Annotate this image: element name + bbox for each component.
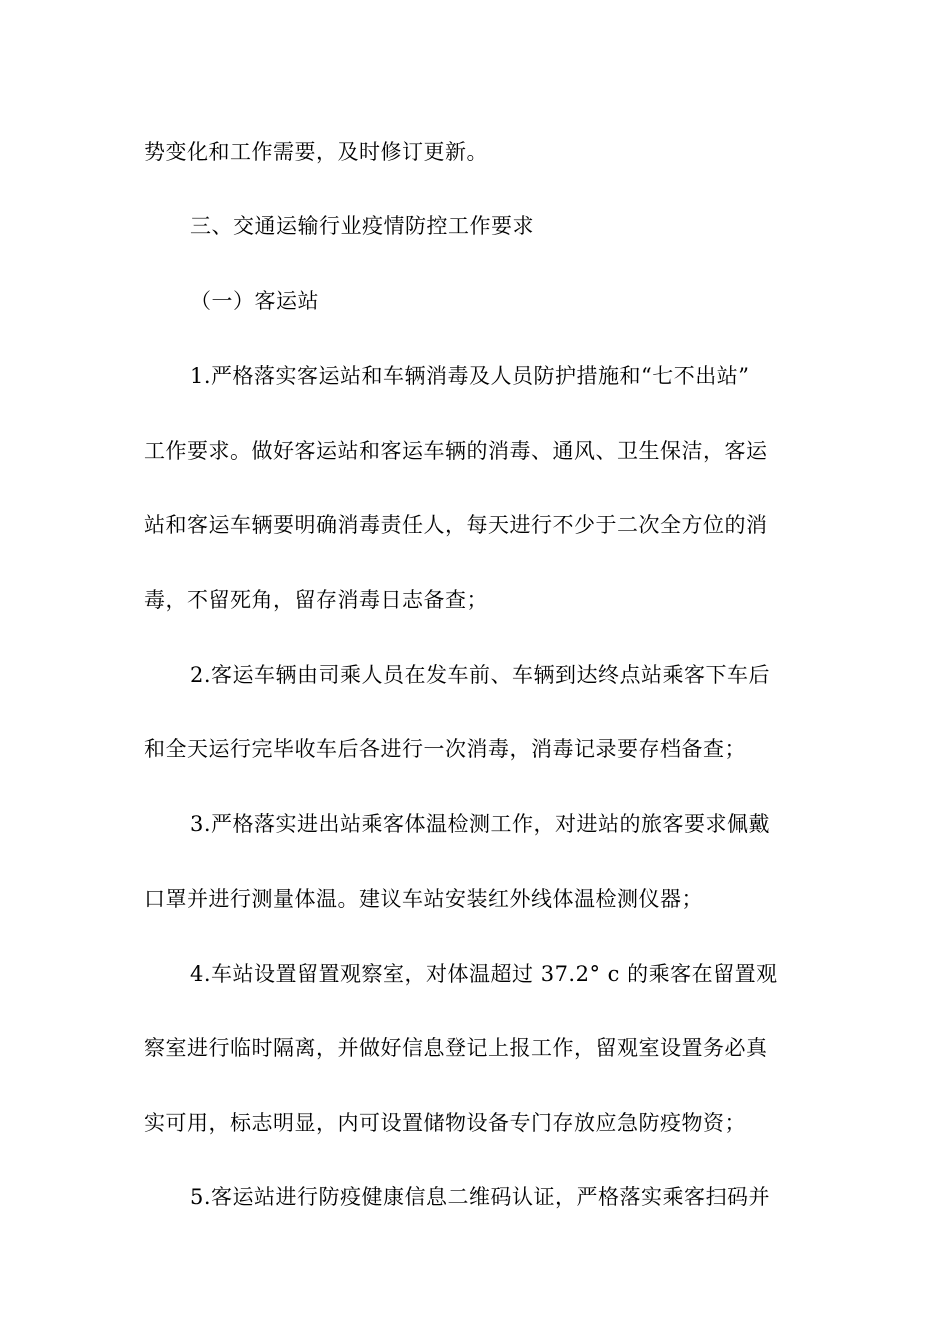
- paragraph-1-line-1: 1.严格落实客运站和车辆消毒及人员防护措施和“七不出站”: [190, 364, 750, 388]
- paragraph-4-line-3: 实可用，标志明显，内可设置储物设备专门存放应急防疫物资；: [144, 1111, 746, 1135]
- paragraph-5-line-1: 5.客运站进行防疫健康信息二维码认证，严格落实乘客扫码并: [190, 1185, 771, 1209]
- paragraph-1-line-3: 站和客运车辆要明确消毒责任人，每天进行不少于二次全方位的消: [144, 513, 768, 537]
- paragraph-1-line-2: 工作要求。做好客运站和客运车辆的消毒、通风、卫生保洁，客运: [144, 439, 768, 463]
- text-line-continuation: 势变化和工作需要，及时修订更新。: [144, 140, 488, 164]
- paragraph-4-line-1: 4.车站设置留置观察室，对体温超过 37.2° c 的乘客在留置观: [190, 962, 778, 986]
- paragraph-1-line-4: 毒，不留死角，留存消毒日志备查；: [144, 588, 488, 612]
- paragraph-2-line-1: 2.客运车辆由司乘人员在发车前、车辆到达终点站乘客下车后: [190, 663, 771, 687]
- paragraph-3-line-1: 3.严格落实进出站乘客体温检测工作，对进站的旅客要求佩戴: [190, 812, 771, 836]
- paragraph-3-line-2: 口罩并进行测量体温。建议车站安装红外线体温检测仪器；: [144, 887, 703, 911]
- paragraph-2-line-2: 和全天运行完毕收车后各进行一次消毒，消毒记录要存档备查；: [144, 737, 746, 761]
- paragraph-4-line-2: 察室进行临时隔离，并做好信息登记上报工作，留观室设置务必真: [144, 1036, 768, 1060]
- section-heading: 三、交通运输行业疫情防控工作要求: [190, 214, 534, 238]
- subsection-heading: （一）客运站: [190, 289, 319, 313]
